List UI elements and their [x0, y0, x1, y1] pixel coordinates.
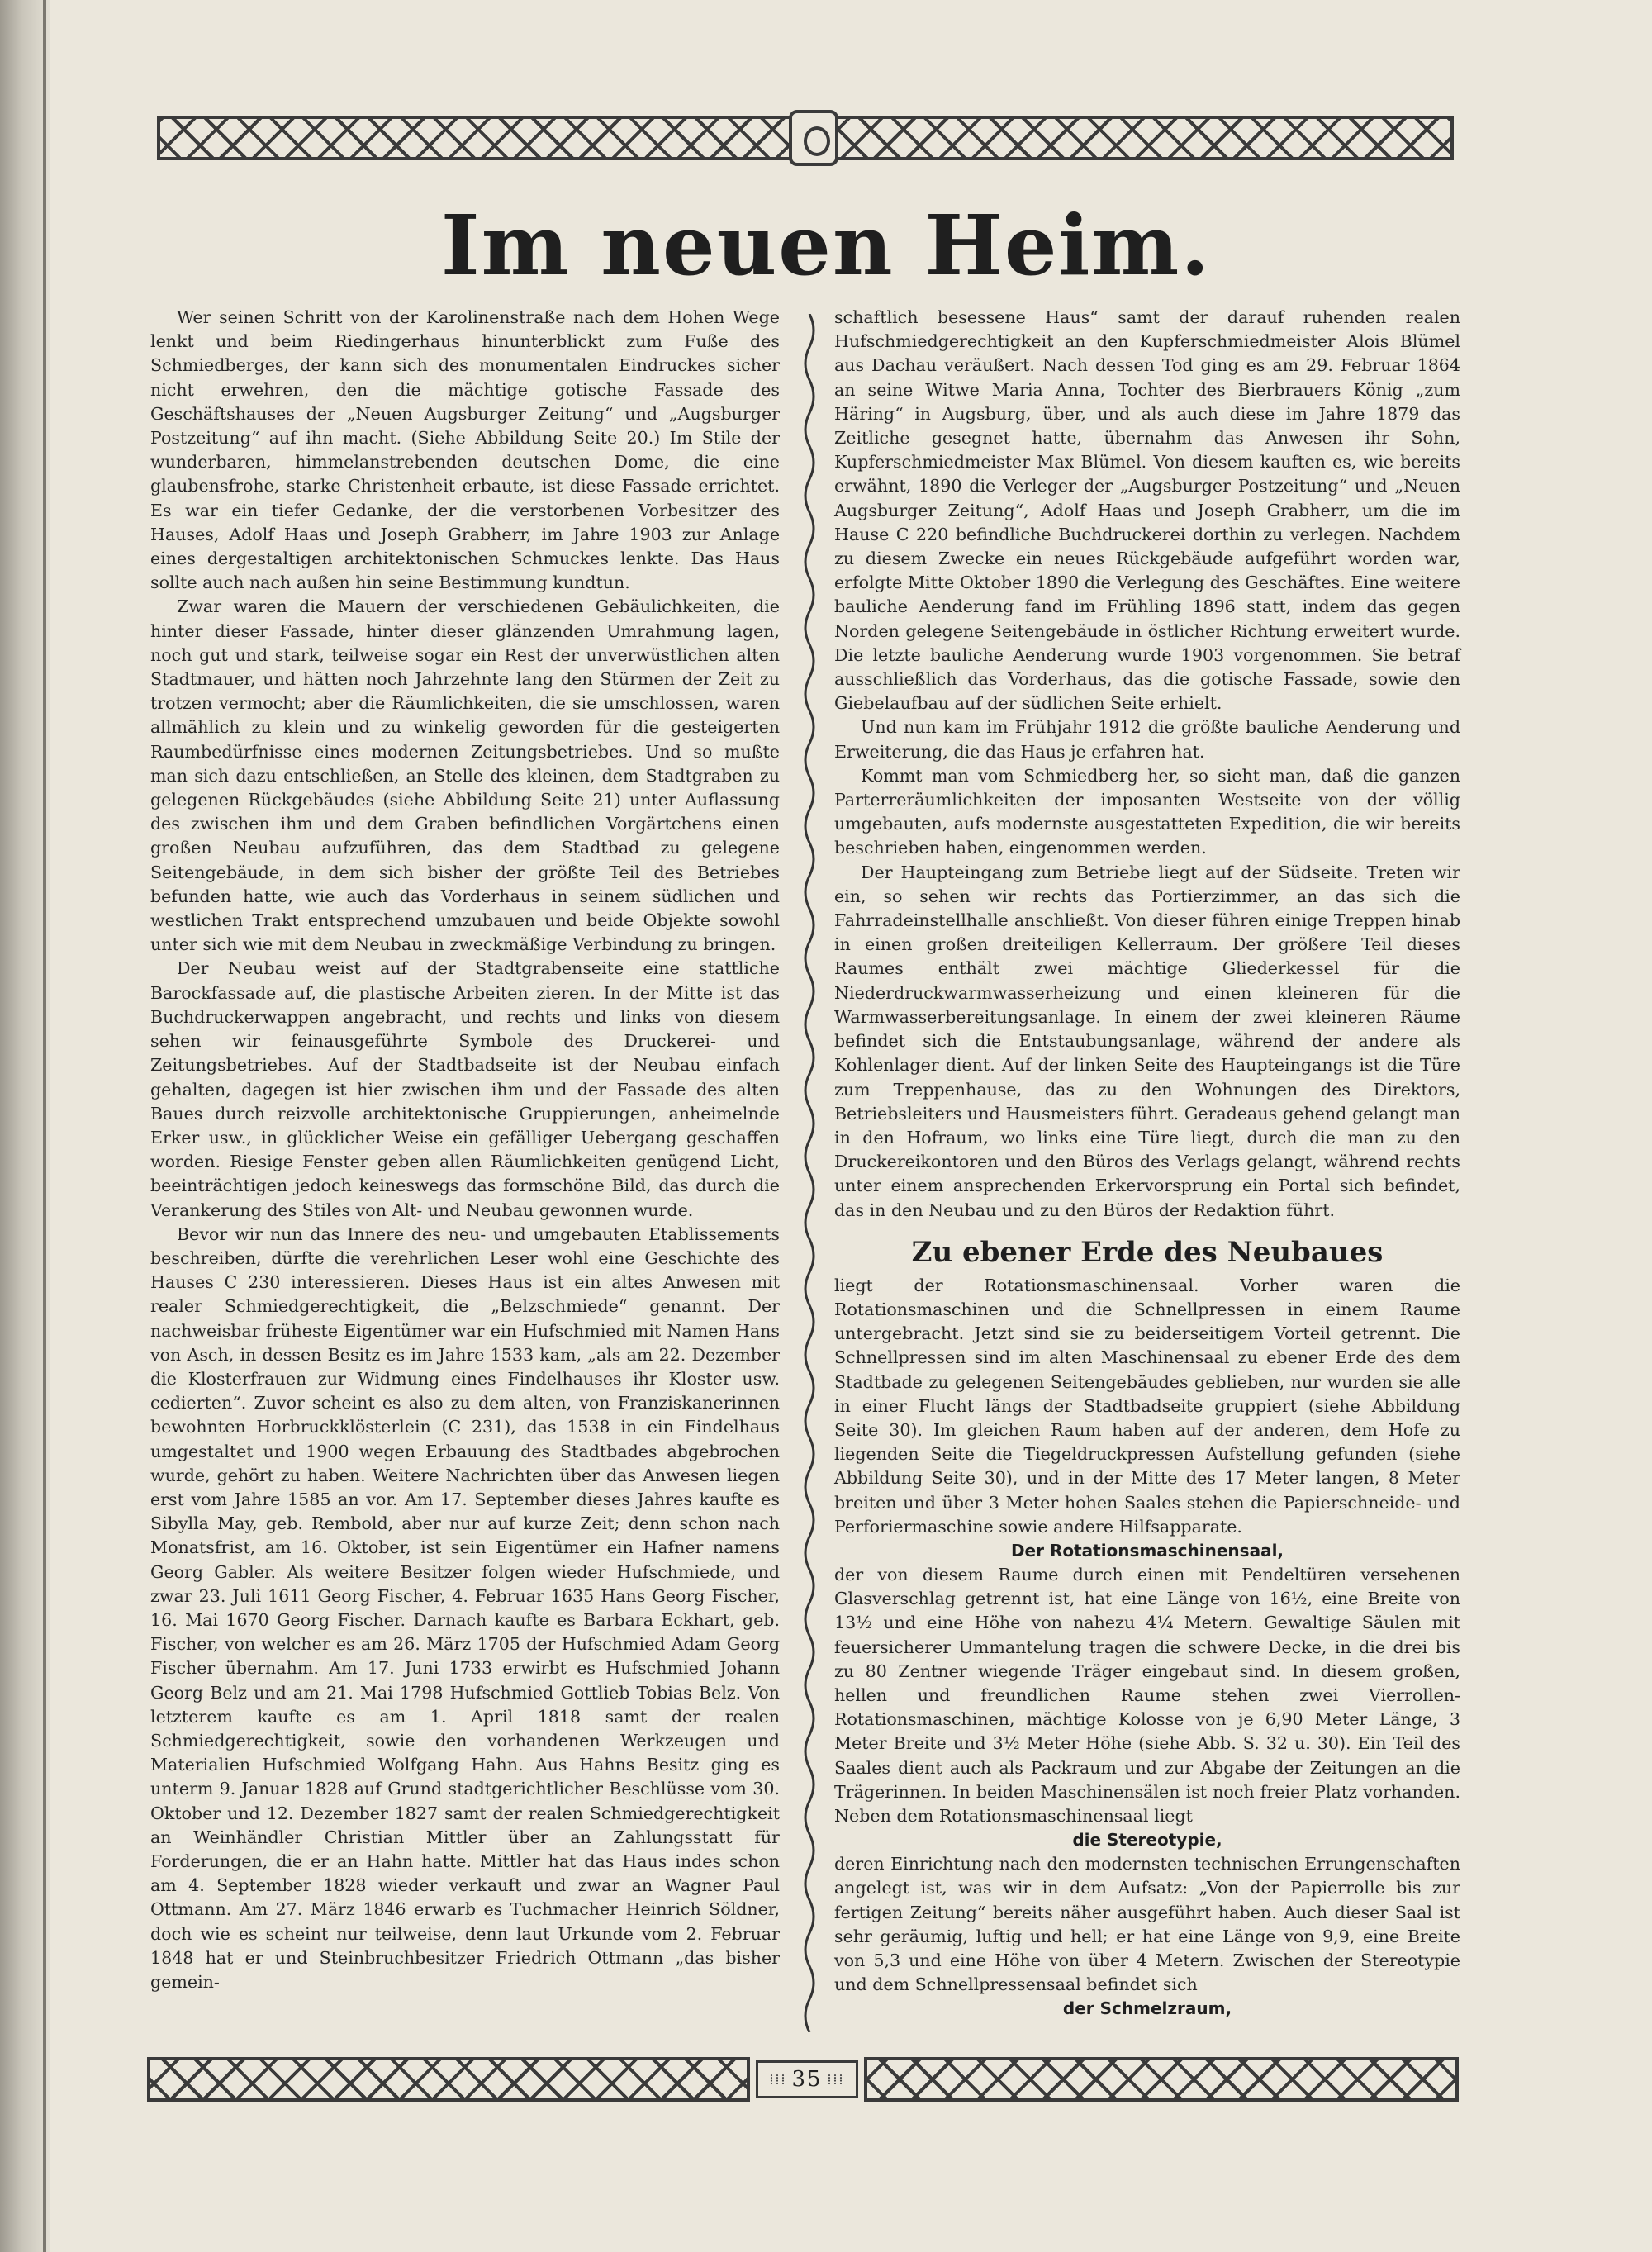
binding-gutter — [0, 0, 50, 2252]
bottom-right-ornamental-border — [864, 2057, 1459, 2102]
paragraph: Der Haupteingang zum Betriebe liegt auf der Südseite. Treten wir ein, so sehen wir rechts das Portierzimmer, an das sich die Fahrradeinstellhalle anschließt. Von dieser führen einige Treppen hinab in einen großen dreiteiligen Kellerraum. Der größere Teil dieses Raumes enthält zwei mächtige Gliederkessel für die Niederdruckwarmwasserheizung und einen kleineren für die Warmwasserbereitungsanlage. In einem der zwei kleineren Räume befindet sich die Entstaubungsanlage, während der andere als Kohlenlager dient. Auf der linken Seite des Haupteingangs ist die Türe zum Treppenhause, das zu den Wohnungen des Direktors, Betriebsleiters und Hausmeisters führt. Geradeaus gehend gelangt man in den Hofraum, wo links eine Türe liegt, durch die man zu den Druckereikontoren und den Büros des Verlags gelangt, während rechts unter einem ansprechenden Erkervorsprung ein Portal sich befindet, das in den Neubau und zu den Büros der Redaktion führt. — [834, 862, 1460, 1220]
section-heading: Zu ebener Erde des Neubaues — [911, 1235, 1384, 1269]
subheading: der Schmelzraum, — [1062, 1998, 1232, 2019]
paragraph: Und nun kam im Frühjahr 1912 die größte bauliche Aenderung und Erweiterung, die das Haus je erfahren hat. — [834, 717, 1460, 762]
paragraph: Kommt man vom Schmiedberg her, so sieht man, daß die ganzen Parterreräumlichkeiten der imposanten Westseite von der völlig umgebauten, aufs modernste ausgestatteten Expedition, die wir bereits beschrieben haben, eingenommen werden. — [834, 765, 1460, 858]
binding-edge — [43, 0, 46, 2252]
column-divider — [800, 314, 819, 2032]
left-column — [150, 306, 780, 1994]
ornament-knot — [789, 110, 838, 166]
subheading: die Stereotypie, — [1072, 1830, 1222, 1851]
paragraph: liegt der Rotationsmaschinensaal. Vorher waren die Rotationsmaschinen und die Schnellpressen in einem Raume untergebracht. Jetzt sind sie zu beiderseitigem Vorteil getrennt. Die Schnellpressen sind im alten Maschinensaal zu ebener Erde des dem Stadtbade zu gelegenen Seitengebäudes geblieben, nur wurden sie alle in einer Flucht längs der Stadtbadseite gruppiert (siehe Abbildung Seite 30). Im gleichen Raum haben auf der anderen, dem Hofe zu liegenden Seite die Tiegeldruckpressen Aufstellung gefunden (siehe Abbildung Seite 30), und in der Mitte des 17 Meter langen, 8 Meter breiten und über 3 Meter hohen Saales stehen die Papierschneide- und Perforiermaschine sowie andere Hilfsapparate. — [834, 1275, 1460, 1537]
page-number-box — [756, 2060, 858, 2098]
bottom-left-ornamental-border — [147, 2057, 750, 2102]
page-title: Im neuen Heim. — [440, 197, 1212, 294]
paragraph: schaftlich besessene Haus“ samt der darauf ruhenden realen Hufschmiedgerechtigkeit an den Kupferschmiedmeister Alois Blümel aus Dachau veräußert. Nach dessen Tod ging es am 29. Februar 1864 an seine Witwe Maria Anna, Tochter des Bierbrauers König „zum Häring“ in Augsburg, über, und als auch diese im Jahre 1879 das Zeitliche gesegnet hatte, übernahm das Anwesen ihr Sohn, Kupferschmiedmeister Max Blümel. Von diesem kauften es, wie bereits erwähnt, 1890 die Verleger der „Augsburger Postzeitung“ und „Neuen Augsburger Zeitung“, Adolf Haas und Joseph Grabherr, um die im Hause C 220 befindliche Buchdruckerei dorthin zu verlegen. Nachdem zu diesem Zwecke ein neues Rückgebäude aufgeführt worden war, erfolgte Mitte Oktober 1890 die Verlegung des Geschäftes. Eine weitere bauliche Aenderung fand im Frühling 1896 statt, indem das gegen Norden gelegene Seitengebäude in östlicher Richtung erweitert wurde. Die letzte bauliche Aenderung wurde 1903 vorgenommen. Sie betraf ausschließlich das Vorderhaus, das die gotische Fassade, sowie den Giebelaufbau auf der südlichen Seite erhielt. — [834, 307, 1460, 714]
paragraph: Bevor wir nun das Innere des neu- und umgebauten Etablissements beschreiben, dürfte die verehrlichen Leser wohl eine Geschichte des Hauses C 230 interessieren. Dieses Haus ist ein altes Anwesen mit realer Schmiedgerechtigkeit, die „Belzschmiede“ genannt. Der nachweisbar früheste Eigentümer war ein Hufschmied mit Namen Hans von Asch, in dessen Besitz es im Jahre 1533 kam, „als am 22. Dezember die Klosterfrauen zur Widmung eines Findelhauses ihr Kloster usw. cedierten“. Zuvor scheint es also zu dem alten, von Franziskanerinnen bewohnten Horbruckklösterlein (C 231), das 1538 in ein Findelhaus umgestaltet und 1900 wegen Erbauung des Stadtbades abgebrochen wurde, gehört zu haben. Weitere Nachrichten über das Anwesen liegen erst vom Jahre 1585 an vor. Am 17. September dieses Jahres kaufte es Sibylla May, geb. Rembold, aber nur auf kurze Zeit; denn schon nach Monatsfrist, am 16. Oktober, ist sein Eigentümer ein Hafner namens Georg Gabler. Als weitere Besitzer folgen wieder Hufschmiede, und zwar 23. Juli 1611 Georg Fischer, 4. Februar 1635 Hans Georg Fischer, 16. Mai 1670 Georg Fischer. Darnach kaufte es Barbara Eckhart, geb. Fischer, von welcher es am 26. März 1705 der Hufschmied Adam Georg Fischer übernahm. Am 17. Juni 1733 erwirbt es Hufschmied Johann Georg Belz und am 21. Mai 1798 Hufschmied Gottlieb Tobias Belz. Von letzterem kaufte es am 1. April 1818 samt der realen Schmiedgerechtigkeit, sowie den vorhandenen Werkzeugen und Materialien Hufschmied Wolfgang Hahn. Aus Hahns Besitz ging es unterm 9. Januar 1828 auf Grund stadtgerichtlicher Beschlüsse vom 30. Oktober und 12. Dezember 1827 samt der realen Schmiedgerechtigkeit an Weinhändler Christian Mittler über an Zahlungsstatt für Forderungen, die er an Hahn hatte. Mittler hat das Haus indes schon am 4. September 1828 wieder verkauft und zwar an Wagner Paul Ottmann. Am 27. März 1846 erwarb es Tuchmacher Heinrich Söldner, doch wie es scheint nur teilweise, denn laut Urkunde vom 2. Februar 1848 hat er und Steinbruchbesitzer Friedrich Ottmann „das bisher gemein- — [150, 1223, 780, 1993]
right-column — [834, 306, 1460, 2021]
page-number: ⁞⁞⁞ 35 — [791, 2067, 823, 2092]
paragraph: Wer seinen Schritt von der Karolinenstraße nach dem Hohen Wege lenkt und beim Riedingerhaus hinunterblickt zum Fuße des Schmiedberges, der kann sich des monumentalen Eindruckes sicher nicht erwehren, den die mächtige gotische Fassade des Geschäftshauses der „Neuen Augsburger Zeitung“ und „Augsburger Postzeitung“ auf ihn macht. (Siehe Abbildung Seite 20.) Im Stile der wunderbaren, himmelanstrebenden deutschen Dome, die eine glaubensfrohe, starke Christenheit erbaute, ist diese Fassade errichtet. Es war ein tiefer Gedanke, der die verstorbenen Vorbesitzer des Hauses, Adolf Haas und Joseph Grabherr, im Jahre 1903 zur Anlage eines dergestaltigen architektonischen Schmuckes lenkte. Das Haus sollte auch nach außen hin seine Bestimmung kundtun. — [150, 307, 780, 593]
paragraph: Der Neubau weist auf der Stadtgrabenseite eine stattliche Barockfassade auf, die plastische Arbeiten zieren. In der Mitte ist das Buchdruckerwappen angebracht, und rechts und links von diesem sehen wir feinausgeführte Symbole des Druckerei- und Zeitungsbetriebes. Auf der Stadtbadseite ist der Neubau einfach gehalten, dagegen ist hier zwischen ihm und der Fassade des alten Baues durch reizvolle architektonische Gruppierungen, anheimelnde Erker usw., in glücklicher Weise ein gefälliger Uebergang geschaffen worden. Riesige Fenster geben allen Räumlichkeiten genügend Licht, beeinträchtigen jedoch keineswegs das formschöne Bild, das durch die Verankerung des Stiles von Alt- und Neubau gewonnen wurde. — [150, 958, 780, 1220]
paragraph: deren Einrichtung nach den modernsten technischen Errungenschaften angelegt ist, was wir in dem Aufsatz: „Von der Papierrolle bis zur fertigen Zeitung“ bereits näher ausgeführt haben. Auch dieser Saal ist sehr geräumig, luftig und hell; er hat eine Länge von 9,9, eine Breite von 5,3 und eine Höhe von über 4 Metern. Zwischen der Stereotypie und dem Schnellpressensaal befindet sich — [834, 1854, 1460, 1995]
paragraph: der von diesem Raume durch einen mit Pendeltüren versehenen Glasverschlag getrennt ist, hat eine Länge von 16½, eine Breite von 13½ und eine Höhe von nahezu 4¼ Metern. Gewaltige Säulen mit feuersicherer Ummantelung tragen die schwere Decke, in die drei bis zu 80 Zentner wiegende Träger eingebaut sind. In diesem großen, hellen und freundlichen Raume stehen zwei Vierrollen-Rotationsmaschinen, mächtige Kolosse von je 6,90 Meter Länge, 3 Meter Breite und 3½ Meter Höhe (siehe Abb. S. 32 u. 30). Ein Teil des Saales dient auch als Packraum und zur Abgabe der Zeitungen an die Trägerinnen. In beiden Maschinensälen ist noch freier Platz vorhanden. Neben dem Rotationsmaschinensaal liegt — [834, 1564, 1460, 1826]
subheading: Der Rotationsmaschinensaal, — [1010, 1540, 1284, 1561]
paragraph: Zwar waren die Mauern der verschiedenen Gebäulichkeiten, die hinter dieser Fassade, hinter dieser glänzenden Umrahmung lagen, noch gut und stark, teilweise sogar ein Rest der unverwüstlichen alten Stadtmauer, und hätten noch Jahrzehnte lang den Stürmen der Zeit zu trotzen vermocht; aber die Räumlichkeiten, die sie umschlossen, waren allmählich zu klein und zu winkelig geworden für die gesteigerten Raumbedürfnisse eines modernen Zeitungsbetriebes. Und so mußte man sich dazu entschließen, an Stelle des kleinen, dem Stadtgraben zu gelegenen Rückgebäudes (siehe Abbildung Seite 21) unter Auflassung des zwischen ihm und dem Graben befindlichen Vorgärtchens einen großen Neubau aufzuführen, das dem Stadtbad zu gelegene Seitengebäude, in dem sich bisher der größte Teil des Betriebes befunden hatte, wie auch das Vorderhaus in seinem südlichen und westlichen Trakt entsprechend umzubauen und beide Objekte sowohl unter sich wie mit dem Neubau in zweckmäßige Verbindung zu bringen. — [150, 596, 780, 955]
